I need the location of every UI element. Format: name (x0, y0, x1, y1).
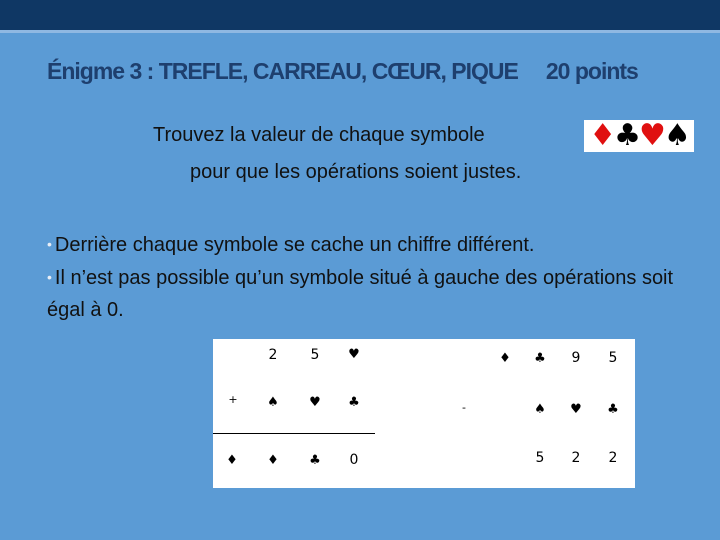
bullet-item: • Derrière chaque symbole se cache un chiffre différent. (47, 234, 535, 256)
minus-operator: - (462, 401, 466, 414)
sub-row1-cell: 5 (608, 350, 618, 366)
heart-icon: ♥ (639, 118, 664, 153)
diamond-icon: ♦ (589, 118, 615, 153)
add-row1-cell: 5 (310, 347, 320, 363)
sub-result-cell: 5 (535, 450, 545, 466)
sub-row1-cell: ♣ (534, 351, 546, 366)
slide-title (47, 58, 707, 85)
add-row2-cell: ♠ (267, 395, 279, 410)
sub-row1-cell: ♦ (499, 351, 511, 366)
bullet-item: • Il n’est pas possible qu’un symbole situé à gauche des opérations soit égal à 0. (47, 267, 674, 321)
title-text: Énigme 3 : TREFLE, CARREAU, CŒUR, PIQUE (47, 58, 518, 84)
bullet-list (47, 228, 687, 326)
sub-row2-cell: ♣ (607, 402, 619, 417)
bullet-icon: • (47, 269, 52, 285)
plus-operator: + (228, 393, 238, 406)
instruction-line-1: Trouvez la valeur de chaque symbole (153, 124, 485, 146)
club-icon: ♣ (614, 118, 639, 153)
add-row2-cell: ♥ (309, 395, 321, 410)
operations-panel (213, 339, 635, 488)
spade-icon: ♠ (663, 118, 689, 153)
add-row1-cell: 2 (268, 347, 278, 363)
sub-row2-cell: ♠ (534, 402, 546, 417)
sub-result-cell: 2 (608, 450, 618, 466)
add-result-cell: ♦ (226, 453, 238, 468)
sub-row2-cell: ♥ (570, 402, 582, 417)
top-bar (0, 0, 720, 30)
add-result-cell: 0 (349, 452, 359, 468)
sub-row1-cell: 9 (571, 350, 581, 366)
top-bar-accent-line (0, 30, 720, 33)
add-result-cell: ♦ (267, 453, 279, 468)
suits-image (584, 120, 694, 152)
title-points: 20 points (545, 58, 638, 84)
addition-rule (213, 433, 375, 434)
instruction-line-2: pour que les opérations soient justes. (190, 161, 522, 183)
add-result-cell: ♣ (309, 453, 321, 468)
add-row2-cell: ♣ (348, 395, 360, 410)
sub-result-cell: 2 (571, 450, 581, 466)
bullet-icon: • (47, 236, 52, 252)
add-row1-cell: ♥ (348, 347, 360, 362)
